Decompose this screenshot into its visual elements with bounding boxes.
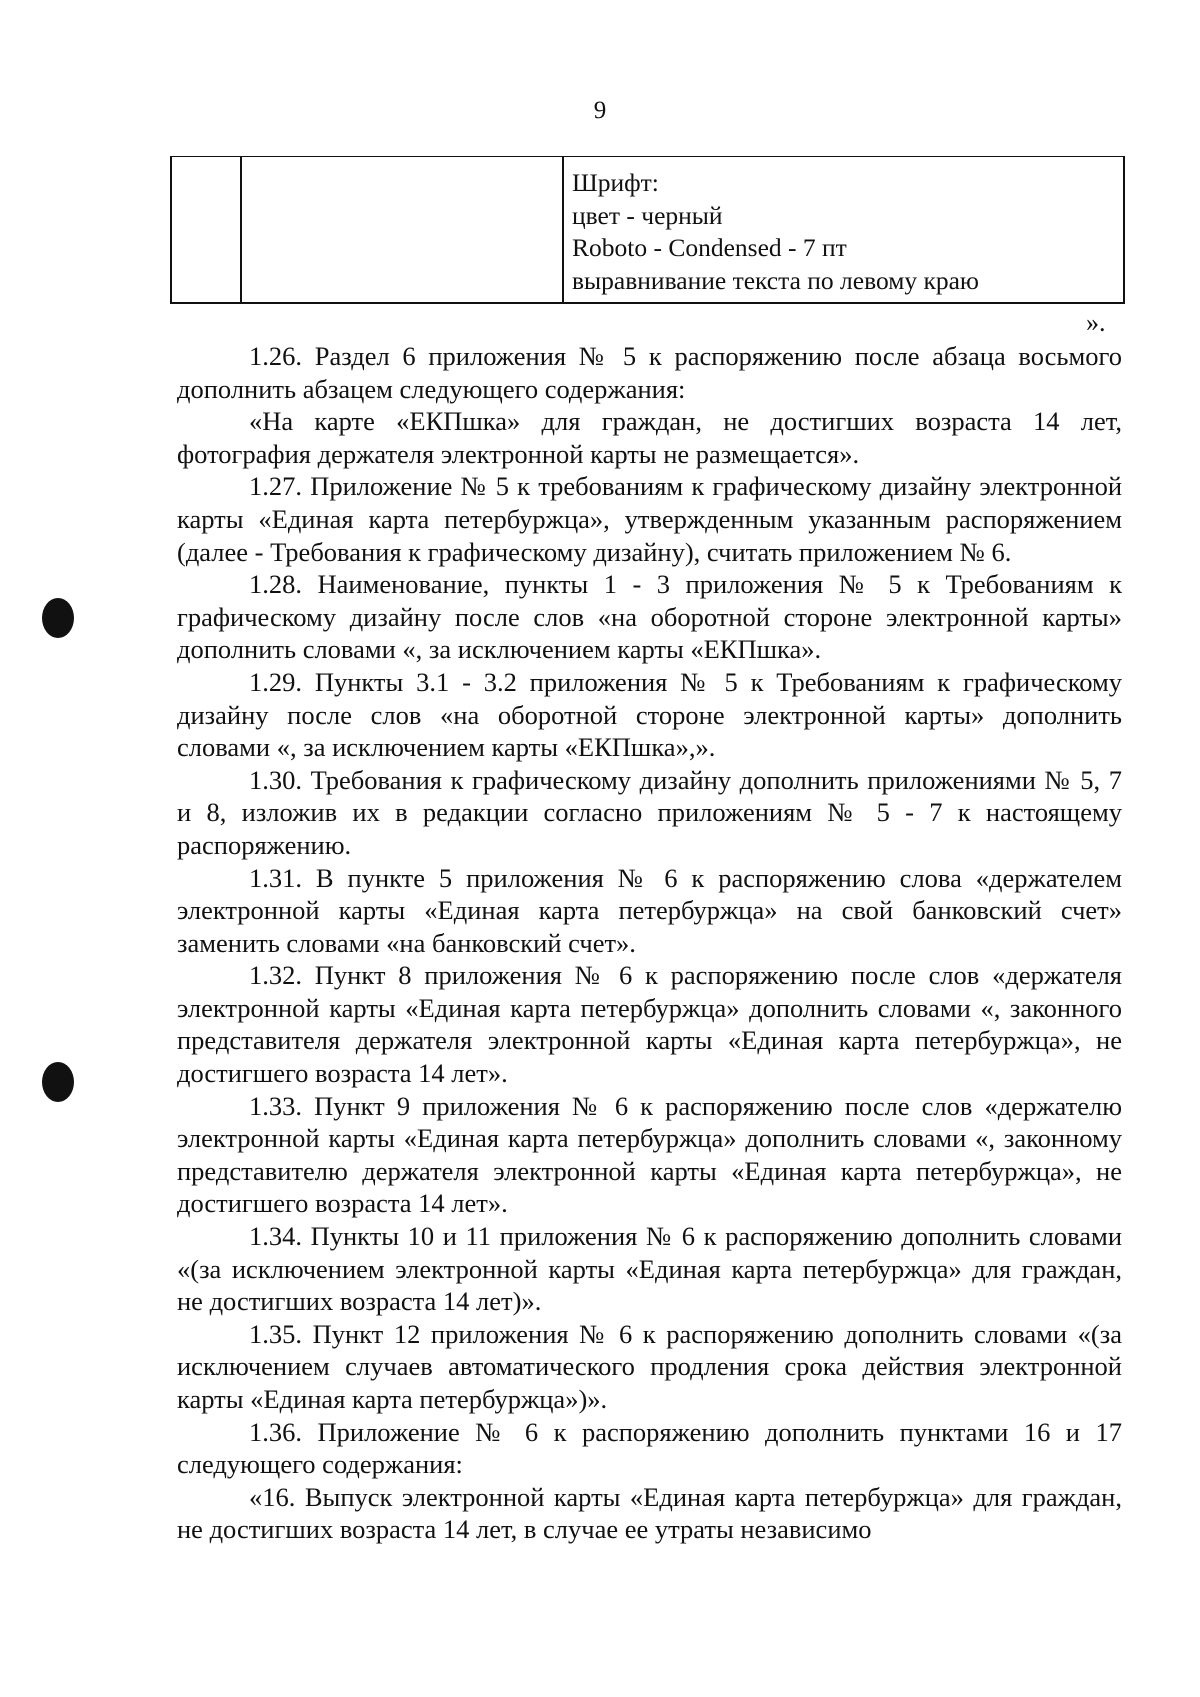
paragraph-1-30: 1.30. Требования к графическому дизайну дополнить приложениями № 5, 7 и 8, изложив их в редакции согласно приложениям № 5 - 7 к настоящему распоряжению. bbox=[177, 764, 1122, 860]
paragraph-1-35: 1.35. Пункт 12 приложения № 6 к распоряжению дополнить словами «(за исключением случаев автоматического продления срока действия электронной карты «Единая карта петербуржца»)». bbox=[177, 1318, 1122, 1414]
paragraph-1-34: 1.34. Пункты 10 и 11 приложения № 6 к распоряжению дополнить словами «(за исключением электронной карты «Единая карта петербуржца» для граждан, не достигших возраста 14 лет)». bbox=[177, 1221, 1122, 1317]
punch-hole-icon bbox=[42, 1062, 74, 1102]
table-cell-font-spec bbox=[564, 157, 1123, 302]
paragraph-1-36: 1.36. Приложение № 6 к распоряжению дополнить пунктами 16 и 17 следующего содержания: bbox=[177, 1416, 1122, 1480]
table-cell-empty-2 bbox=[242, 157, 564, 302]
punch-hole-icon bbox=[42, 598, 74, 638]
paragraph-quote: «На карте «ЕКПшка» для граждан, не достигших возраста 14 лет, фотография держателя электронной карты не размещается». bbox=[177, 406, 1122, 469]
paragraph-1-28: 1.28. Наименование, пункты 1 - 3 приложения № 5 к Требованиям к графическому дизайну после слов «на оборотной стороне электронной карты» дополнить словами «, за исключением карты «ЕКПшка». bbox=[177, 569, 1122, 665]
font-spec-line: выравнивание текста по левому краю bbox=[572, 265, 979, 295]
table-closing-quote: ». bbox=[1086, 308, 1106, 337]
paragraph-1-27: 1.27. Приложение № 5 к требованиям к графическому дизайну электронной карты «Единая карта петербуржца», утвержденным указанным распоряжением (далее - Требования к графическому дизайну), считать приложением № 6. bbox=[177, 471, 1122, 567]
continued-table bbox=[170, 156, 1125, 304]
font-spec-line: Roboto - Condensed - 7 пт bbox=[572, 233, 847, 262]
table-cell-empty-1 bbox=[172, 157, 242, 302]
page-number: 9 bbox=[593, 97, 607, 124]
document-body bbox=[177, 340, 1122, 1546]
paragraph-1-26: 1.26. Раздел 6 приложения № 5 к распоряжению после абзаца восьмого дополнить абзацем следующего содержания: bbox=[177, 341, 1122, 404]
paragraph-1-33: 1.33. Пункт 9 приложения № 6 к распоряжению после слов «держателю электронной карты «Единая карта петербуржца» дополнить словами «, законному представителю держателя электронной карты «Единая карта петербуржца», не достигшего возраста 14 лет». bbox=[177, 1090, 1122, 1219]
font-spec-line: Шрифт: bbox=[572, 168, 659, 197]
paragraph-1-31: 1.31. В пункте 5 приложения № 6 к распоряжению слова «держателем электронной карты «Единая карта петербуржца» на свой банковский счет» заменить словами «на банковский счет». bbox=[177, 862, 1122, 958]
paragraph-16: «16. Выпуск электронной карты «Единая карта петербуржца» для граждан, не достигших возраста 14 лет, в случае ее утраты независимо bbox=[177, 1481, 1122, 1545]
paragraph-1-32: 1.32. Пункт 8 приложения № 6 к распоряжению после слов «держателя электронной карты «Единая карта петербуржца» дополнить словами «, законного представителя держателя электронной карты «Единая карта петербуржца», не достигшего возраста 14 лет». bbox=[177, 960, 1122, 1089]
paragraph-1-29: 1.29. Пункты 3.1 - 3.2 приложения № 5 к Требованиям к графическому дизайну после слов «на оборотной стороне электронной карты» дополнить словами «, за исключением карты «ЕКПшка»,». bbox=[177, 666, 1122, 763]
font-spec-line: цвет - черный bbox=[572, 200, 723, 230]
